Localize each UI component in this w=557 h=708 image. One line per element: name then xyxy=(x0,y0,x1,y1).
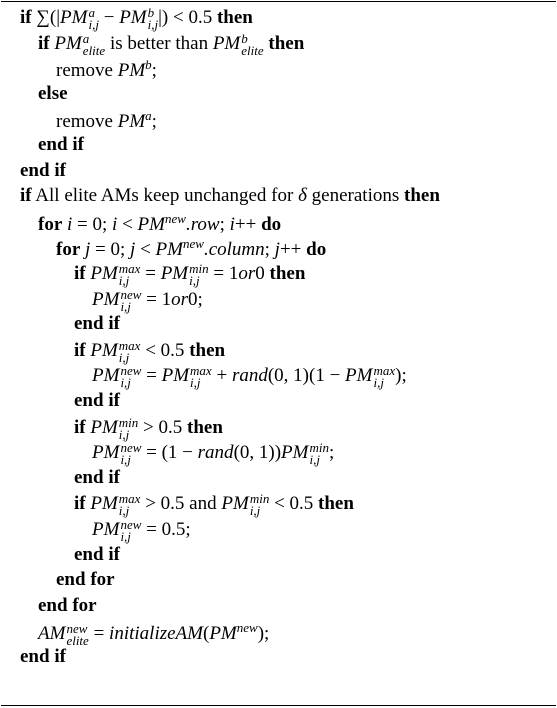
math-variable xyxy=(38,621,89,649)
keyword: then xyxy=(187,416,223,438)
algorithm-line xyxy=(74,337,226,365)
algorithm-line xyxy=(20,5,253,32)
algorithm-line xyxy=(38,84,68,106)
keyword: if xyxy=(20,7,32,28)
math-variable xyxy=(161,363,212,391)
text: = xyxy=(140,263,161,284)
superscript: max xyxy=(118,491,141,507)
sub-superscript xyxy=(120,286,142,314)
math-symbol: i xyxy=(67,213,73,235)
math-base: PM xyxy=(281,442,309,464)
algorithm-line xyxy=(38,30,305,58)
math-base: PM xyxy=(54,32,82,54)
math-base: PM xyxy=(221,493,249,515)
math-symbol: rand xyxy=(231,365,268,387)
subscript: i,j xyxy=(309,452,320,468)
text: ; xyxy=(151,111,157,133)
superscript: new xyxy=(182,236,204,252)
text: = xyxy=(141,365,162,387)
math-variable xyxy=(117,57,152,82)
keyword: end for xyxy=(38,594,97,616)
keyword: end if xyxy=(38,134,84,155)
subscript: i,j xyxy=(120,452,131,468)
keyword: end for xyxy=(56,569,115,591)
subscript: i,j xyxy=(373,375,384,391)
sub-superscript xyxy=(241,30,264,58)
top-rule xyxy=(1,1,556,2)
text: remove xyxy=(56,60,118,82)
math-variable xyxy=(92,440,142,468)
keyword: then xyxy=(318,493,354,515)
text: = 1 xyxy=(208,263,239,284)
text: ; xyxy=(328,442,335,464)
text: ++ xyxy=(279,239,307,261)
keyword: if xyxy=(74,493,86,515)
subscript: elite xyxy=(82,42,106,58)
math-base: PM xyxy=(92,288,120,310)
keyword: end if xyxy=(20,646,66,667)
superscript: new xyxy=(120,363,142,379)
superscript: new xyxy=(120,517,142,532)
math-base: PM xyxy=(90,416,118,438)
math-variable xyxy=(60,5,99,32)
math-base: PM xyxy=(117,60,146,82)
math-variable xyxy=(92,286,142,314)
text: ( xyxy=(202,623,210,645)
math-base: PM xyxy=(92,442,120,464)
superscript: min xyxy=(249,491,270,507)
sub-superscript xyxy=(309,442,329,466)
sub-superscript xyxy=(148,7,158,31)
superscript: new xyxy=(120,286,142,302)
subscript: i,j xyxy=(88,17,99,32)
text: ; xyxy=(219,213,230,235)
subscript: i,j xyxy=(118,273,130,288)
superscript: a xyxy=(82,30,90,46)
math-symbol: initializeAM xyxy=(109,623,203,645)
text: > 0.5 xyxy=(138,416,188,438)
math-variable xyxy=(155,236,204,261)
algorithm-line xyxy=(74,545,120,567)
math-base: PM xyxy=(212,32,241,54)
math-variable xyxy=(90,337,141,365)
algorithm-line xyxy=(38,620,270,649)
sub-superscript xyxy=(120,519,141,543)
algorithm-line xyxy=(92,440,335,468)
superscript: new xyxy=(236,620,258,636)
subscript: elite xyxy=(66,633,89,649)
superscript: max xyxy=(190,363,212,379)
sub-superscript xyxy=(118,414,139,442)
keyword: do xyxy=(306,239,327,261)
math-symbol: j xyxy=(130,239,136,261)
math-variable xyxy=(90,491,141,519)
math-base: PM xyxy=(160,263,189,284)
text: (0, 1)) xyxy=(233,442,282,464)
math-variable xyxy=(119,5,159,32)
sub-superscript xyxy=(120,442,141,466)
bottom-rule xyxy=(1,705,556,706)
math-base: PM xyxy=(119,7,147,28)
sub-superscript xyxy=(190,365,212,389)
math-base: PM xyxy=(90,493,118,515)
text: − xyxy=(98,7,120,28)
sub-superscript xyxy=(250,493,270,517)
superscript: b xyxy=(145,57,152,73)
algorithm-line xyxy=(38,212,281,234)
subscript: i,j xyxy=(120,375,131,391)
subscript: i,j xyxy=(147,17,159,32)
subscript: i,j xyxy=(120,298,131,314)
math-symbol: or xyxy=(171,288,189,310)
keyword: do xyxy=(261,213,282,235)
keyword: if xyxy=(74,339,86,361)
superscript: max xyxy=(373,363,396,379)
keyword: then xyxy=(216,7,253,28)
keyword: then xyxy=(404,185,440,207)
keyword: for xyxy=(56,239,81,261)
text: > 0.5 and xyxy=(140,493,222,515)
keyword: else xyxy=(38,82,68,104)
text: = 0; xyxy=(90,239,131,261)
algorithm-line xyxy=(38,135,84,157)
algorithm-line xyxy=(56,58,157,80)
math-variable xyxy=(209,620,258,645)
text: 0; xyxy=(188,288,203,310)
keyword: if xyxy=(38,32,50,54)
superscript: b xyxy=(241,30,248,46)
text: = 0; xyxy=(72,213,113,235)
subscript: i,j xyxy=(118,349,130,365)
algorithm-line xyxy=(92,286,203,314)
text: remove xyxy=(56,111,118,133)
keyword: end if xyxy=(74,466,120,488)
text: All elite AMs keep unchanged for xyxy=(31,185,299,207)
math-variable xyxy=(345,363,396,391)
keyword: end if xyxy=(20,159,66,181)
math-base: PM xyxy=(137,213,165,235)
text: (0, 1)(1 − xyxy=(267,365,346,387)
algorithm-line xyxy=(74,261,306,288)
text: = (1 − xyxy=(141,442,198,464)
algorithm-line xyxy=(74,468,120,490)
keyword: if xyxy=(74,416,86,438)
sub-superscript xyxy=(118,337,141,365)
superscript: new xyxy=(66,621,88,637)
sub-superscript xyxy=(119,493,141,517)
math-base: PM xyxy=(155,239,183,261)
sub-superscript xyxy=(189,263,209,287)
sub-superscript xyxy=(120,365,141,389)
math-variable xyxy=(92,363,142,391)
text: = 0.5; xyxy=(141,519,191,540)
algorithm-line xyxy=(74,391,120,413)
math-variable xyxy=(160,261,209,288)
math-symbol: rand xyxy=(197,442,234,464)
math-symbol: i xyxy=(112,213,118,235)
math-base: PM xyxy=(90,263,118,284)
subscript: i,j xyxy=(120,529,131,544)
math-variable xyxy=(92,517,142,544)
math-symbol: .row xyxy=(185,213,220,235)
subscript: i,j xyxy=(190,375,201,391)
keyword: then xyxy=(268,32,305,54)
subscript: i,j xyxy=(118,503,130,519)
keyword: if xyxy=(20,185,32,207)
keyword: then xyxy=(269,263,306,284)
math-base: PM xyxy=(92,365,120,387)
text: < xyxy=(135,239,156,261)
algorithm-line xyxy=(92,363,407,391)
text: ∑(| xyxy=(31,7,61,28)
math-base: PM xyxy=(90,339,118,361)
math-variable xyxy=(54,30,106,58)
superscript: a xyxy=(145,108,152,124)
text: < 0.5 xyxy=(269,493,319,515)
superscript: b xyxy=(147,5,155,20)
math-symbol: j xyxy=(85,239,91,261)
superscript: new xyxy=(120,440,142,456)
algorithm-line xyxy=(92,517,191,544)
superscript: max xyxy=(118,337,141,353)
keyword: end if xyxy=(74,313,120,335)
math-variable xyxy=(212,30,264,58)
math-variable xyxy=(90,414,139,442)
algorithm-line xyxy=(56,237,326,259)
math-variable xyxy=(90,261,141,288)
keyword: if xyxy=(74,263,86,284)
algorithm-line xyxy=(20,647,66,669)
superscript: a xyxy=(88,5,95,20)
math-base: PM xyxy=(345,365,373,387)
text: ++ xyxy=(234,213,262,235)
algorithm-line xyxy=(20,186,440,208)
math-variable xyxy=(137,210,186,235)
math-symbol: .column xyxy=(203,239,265,261)
sub-superscript xyxy=(119,263,141,287)
math-variable xyxy=(281,440,329,468)
sub-superscript xyxy=(66,623,88,647)
math-base: PM xyxy=(92,519,120,540)
superscript: max xyxy=(118,261,141,276)
math-symbol: i xyxy=(229,213,235,235)
math-variable xyxy=(221,491,270,519)
superscript: min xyxy=(118,414,139,430)
sub-superscript xyxy=(373,365,395,389)
math-symbol: j xyxy=(274,239,280,261)
text: ; xyxy=(264,239,275,261)
subscript: i,j xyxy=(249,503,261,519)
keyword: then xyxy=(189,339,226,361)
algorithm-line xyxy=(56,109,157,131)
math-variable xyxy=(117,108,152,133)
superscript: new xyxy=(164,210,186,226)
subscript: elite xyxy=(241,42,264,58)
text: = xyxy=(88,623,110,645)
sub-superscript xyxy=(82,30,106,58)
text: |) < 0.5 xyxy=(158,7,217,28)
text: < xyxy=(117,213,138,235)
algorithm-line xyxy=(56,570,115,592)
algorithm-line xyxy=(74,491,354,519)
keyword: end if xyxy=(74,543,120,565)
text: + xyxy=(211,365,232,387)
math-base: AM xyxy=(38,623,66,645)
algorithm-line xyxy=(20,161,66,183)
subscript: i,j xyxy=(118,426,130,442)
text: generations xyxy=(306,185,404,207)
math-symbol: or xyxy=(238,263,256,284)
algorithm-line xyxy=(74,314,120,336)
text: = 1 xyxy=(141,288,172,310)
math-symbol: δ xyxy=(298,185,307,207)
text: 0 xyxy=(255,263,270,284)
superscript: min xyxy=(189,261,209,276)
subscript: i,j xyxy=(189,273,200,288)
text: ); xyxy=(257,623,270,645)
math-base: PM xyxy=(60,7,88,28)
algorithm-line xyxy=(74,414,223,442)
math-base: PM xyxy=(117,111,146,133)
sub-superscript xyxy=(88,7,98,31)
algorithm-line xyxy=(38,596,97,618)
text: ; xyxy=(151,60,157,82)
math-base: PM xyxy=(161,365,190,387)
text: < 0.5 xyxy=(140,339,190,361)
text: is better than xyxy=(105,32,213,54)
superscript: min xyxy=(309,440,329,456)
keyword: end if xyxy=(74,390,120,411)
keyword: for xyxy=(38,213,63,235)
text: ); xyxy=(395,365,407,387)
math-base: PM xyxy=(209,623,237,645)
